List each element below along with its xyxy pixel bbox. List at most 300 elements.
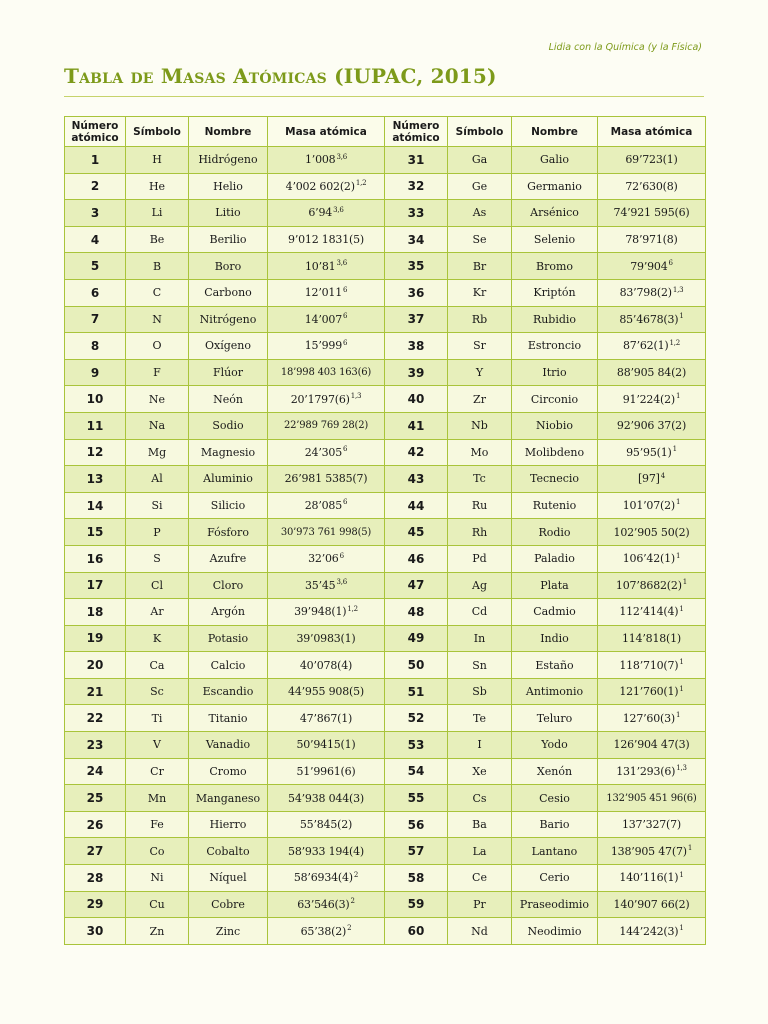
- symbol-cell: Nd: [448, 918, 512, 945]
- mass-footnote: 1: [679, 604, 684, 613]
- mass-value: 35’45: [304, 578, 336, 592]
- element-name-cell: Flúor: [189, 359, 268, 386]
- element-name-cell: Cobalto: [189, 838, 268, 865]
- mass-value: 69’723(1): [625, 153, 678, 167]
- atomic-mass-cell: [598, 306, 706, 333]
- mass-value: 50’9415(1): [296, 738, 356, 752]
- symbol-cell: Cd: [448, 599, 512, 626]
- element-name-cell: Magnesio: [189, 439, 268, 466]
- element-name-cell: Praseodimio: [512, 891, 598, 918]
- atomic-mass-cell: [268, 147, 385, 174]
- mass-footnote: 1,2: [669, 338, 681, 347]
- atomic-mass-cell: [598, 147, 706, 174]
- atomic-number-cell: 17: [65, 572, 126, 599]
- element-name-cell: Teluro: [512, 705, 598, 732]
- atomic-mass-cell: [268, 652, 385, 679]
- element-name-cell: Estaño: [512, 652, 598, 679]
- mass-footnote: 1: [676, 551, 681, 560]
- mass-value: 22’989 769 28(2): [283, 420, 369, 432]
- symbol-cell: Mg: [126, 439, 189, 466]
- mass-value: 24’305: [304, 445, 343, 459]
- table-row: [65, 758, 706, 785]
- atomic-number-cell: 56: [385, 811, 448, 838]
- mass-footnote: 6: [343, 498, 348, 507]
- atomic-number-cell: 5: [65, 253, 126, 280]
- mass-value: 14’007: [304, 312, 343, 326]
- atomic-number-cell: 4: [65, 226, 126, 253]
- symbol-cell: Ge: [448, 173, 512, 200]
- atomic-mass-cell: [598, 758, 706, 785]
- atomic-mass-cell: [268, 599, 385, 626]
- mass-value: 107’8682(2): [615, 578, 682, 592]
- atomic-number-cell: 19: [65, 625, 126, 652]
- mass-footnote: 1: [679, 684, 684, 693]
- table-row: [65, 811, 706, 838]
- mass-value: 28’085: [304, 499, 343, 513]
- mass-value: 88’905 84(2): [616, 366, 687, 380]
- table-row: [65, 918, 706, 945]
- symbol-cell: Co: [126, 838, 189, 865]
- atomic-number-cell: 35: [385, 253, 448, 280]
- atomic-mass-cell: [598, 492, 706, 519]
- symbol-cell: Al: [126, 466, 189, 493]
- table-row: [65, 439, 706, 466]
- element-name-cell: Zinc: [189, 918, 268, 945]
- atomic-mass-cell: [598, 811, 706, 838]
- mass-value: 118’710(7): [619, 658, 679, 672]
- atomic-mass-cell: [598, 386, 706, 413]
- symbol-cell: Na: [126, 412, 189, 439]
- table-row: [65, 226, 706, 253]
- atomic-number-cell: 54: [385, 758, 448, 785]
- symbol-cell: Si: [126, 492, 189, 519]
- mass-value: 140’116(1): [619, 871, 679, 885]
- mass-value: 10’81: [304, 259, 336, 273]
- atomic-mass-cell: [598, 652, 706, 679]
- atomic-number-cell: 31: [385, 147, 448, 174]
- atomic-mass-cell: [268, 173, 385, 200]
- element-name-cell: Estroncio: [512, 333, 598, 360]
- atomic-mass-cell: [268, 200, 385, 227]
- mass-footnote: 1,2: [355, 179, 367, 188]
- symbol-cell: He: [126, 173, 189, 200]
- table-row: [65, 253, 706, 280]
- mass-footnote: 4: [660, 471, 666, 480]
- mass-footnote: 1,3: [672, 285, 684, 294]
- mass-value: 95’95(1): [626, 445, 672, 459]
- atomic-mass-cell: [598, 732, 706, 759]
- mass-footnote: 6: [343, 445, 348, 454]
- header-atomic-number: Número atómico: [65, 117, 126, 147]
- element-name-cell: Rodio: [512, 519, 598, 546]
- header-symbol: Símbolo: [448, 117, 512, 147]
- symbol-cell: Ar: [126, 599, 189, 626]
- mass-footnote: 1,3: [676, 764, 687, 773]
- symbol-cell: Pd: [448, 545, 512, 572]
- symbol-cell: Cu: [126, 891, 189, 918]
- atomic-number-cell: 26: [65, 811, 126, 838]
- symbol-cell: Xe: [448, 758, 512, 785]
- atomic-number-cell: 46: [385, 545, 448, 572]
- symbol-cell: Li: [126, 200, 189, 227]
- mass-value: 144’242(3): [619, 924, 679, 938]
- element-name-cell: Niobio: [512, 412, 598, 439]
- atomic-number-cell: 59: [385, 891, 448, 918]
- element-name-cell: Selenio: [512, 226, 598, 253]
- table-row: [65, 705, 706, 732]
- atomic-number-cell: 47: [385, 572, 448, 599]
- mass-value: 101’07(2): [622, 499, 675, 513]
- mass-value: 131’293(6): [616, 764, 676, 778]
- symbol-cell: Fe: [126, 811, 189, 838]
- table-row: [65, 572, 706, 599]
- symbol-cell: In: [448, 625, 512, 652]
- table-row: [65, 173, 706, 200]
- mass-footnote: 3,6: [336, 578, 348, 587]
- symbol-cell: Kr: [448, 279, 512, 306]
- symbol-cell: Ti: [126, 705, 189, 732]
- atomic-number-cell: 50: [385, 652, 448, 679]
- header-symbol: Símbolo: [126, 117, 189, 147]
- mass-value: 92’906 37(2): [616, 419, 687, 433]
- atomic-mass-cell: [598, 200, 706, 227]
- element-name-cell: Paladio: [512, 545, 598, 572]
- symbol-cell: K: [126, 625, 189, 652]
- header-atomic-mass: Masa atómica: [598, 117, 706, 147]
- mass-footnote: 6: [343, 338, 348, 347]
- atomic-number-cell: 23: [65, 732, 126, 759]
- atomic-mass-cell: [598, 865, 706, 892]
- element-name-cell: Lantano: [512, 838, 598, 865]
- mass-value: 26’981 5385(7): [284, 472, 368, 486]
- atomic-number-cell: 1: [65, 147, 126, 174]
- header-atomic-mass: Masa atómica: [268, 117, 385, 147]
- atomic-mass-cell: [268, 891, 385, 918]
- mass-footnote: 1: [682, 578, 688, 587]
- mass-footnote: 2: [353, 870, 359, 879]
- symbol-cell: Ne: [126, 386, 189, 413]
- symbol-cell: Y: [448, 359, 512, 386]
- mass-value: 78’971(8): [625, 233, 678, 247]
- mass-value: 114’818(1): [621, 631, 682, 645]
- atomic-number-cell: 38: [385, 333, 448, 360]
- mass-value: 6’94: [308, 206, 333, 220]
- symbol-cell: H: [126, 147, 189, 174]
- element-name-cell: Itrio: [512, 359, 598, 386]
- element-name-cell: Germanio: [512, 173, 598, 200]
- symbol-cell: As: [448, 200, 512, 227]
- atomic-mass-cell: [268, 253, 385, 280]
- symbol-cell: La: [448, 838, 512, 865]
- atomic-number-cell: 57: [385, 838, 448, 865]
- table-row: [65, 147, 706, 174]
- table-row: [65, 279, 706, 306]
- atomic-number-cell: 6: [65, 279, 126, 306]
- mass-value: 74’921 595(6): [613, 206, 690, 220]
- symbol-cell: O: [126, 333, 189, 360]
- atomic-number-cell: 49: [385, 625, 448, 652]
- atomic-number-cell: 29: [65, 891, 126, 918]
- mass-footnote: 3,6: [336, 259, 348, 268]
- atomic-mass-cell: [598, 359, 706, 386]
- mass-value: [97]: [637, 472, 660, 486]
- element-name-cell: Hierro: [189, 811, 268, 838]
- symbol-cell: Br: [448, 253, 512, 280]
- mass-footnote: 1,3: [350, 391, 362, 400]
- symbol-cell: F: [126, 359, 189, 386]
- atomic-number-cell: 28: [65, 865, 126, 892]
- mass-value: 72’630(8): [625, 179, 678, 193]
- element-name-cell: Bario: [512, 811, 598, 838]
- mass-footnote: 1,2: [347, 604, 358, 613]
- mass-value: 132’905 451 96(6): [606, 792, 697, 804]
- symbol-cell: Ca: [126, 652, 189, 679]
- atomic-number-cell: 7: [65, 306, 126, 333]
- atomic-number-cell: 30: [65, 918, 126, 945]
- element-name-cell: Nitrógeno: [189, 306, 268, 333]
- atomic-mass-cell: [598, 519, 706, 546]
- table-row: [65, 519, 706, 546]
- mass-value: 83’798(2): [619, 286, 672, 300]
- mass-footnote: 1: [676, 391, 681, 400]
- element-name-cell: Azufre: [189, 545, 268, 572]
- atomic-number-cell: 41: [385, 412, 448, 439]
- mass-footnote: 6: [343, 312, 348, 321]
- element-name-cell: Aluminio: [189, 466, 268, 493]
- element-name-cell: Cerio: [512, 865, 598, 892]
- mass-value: 44’955 908(5): [288, 685, 364, 699]
- element-name-cell: Cloro: [189, 572, 268, 599]
- atomic-mass-cell: [598, 333, 706, 360]
- atomic-mass-cell: [598, 705, 706, 732]
- atomic-mass-cell: [598, 678, 706, 705]
- mass-value: 20’1797(6): [290, 392, 350, 406]
- mass-value: 12’011: [304, 286, 343, 300]
- table-row: [65, 200, 706, 227]
- table-body: [65, 147, 706, 945]
- symbol-cell: Sn: [448, 652, 512, 679]
- atomic-mass-cell: [598, 173, 706, 200]
- atomic-number-cell: 53: [385, 732, 448, 759]
- element-name-cell: Manganeso: [189, 785, 268, 812]
- element-name-cell: Kriptón: [512, 279, 598, 306]
- atomic-number-cell: 36: [385, 279, 448, 306]
- mass-footnote: 3,6: [336, 152, 348, 161]
- header-atomic-number: Número atómico: [385, 117, 448, 147]
- mass-value: 54’938 044(3): [288, 791, 364, 805]
- header-name: Nombre: [512, 117, 598, 147]
- atomic-mass-cell: [268, 918, 385, 945]
- mass-value: 121’760(1): [619, 685, 679, 699]
- mass-footnote: 6: [668, 259, 673, 268]
- mass-footnote: 3,6: [333, 205, 344, 214]
- mass-value: 91’224(2): [622, 392, 675, 406]
- element-name-cell: Bromo: [512, 253, 598, 280]
- mass-footnote: 2: [347, 923, 352, 932]
- element-name-cell: Potasio: [189, 625, 268, 652]
- atomic-number-cell: 9: [65, 359, 126, 386]
- symbol-cell: Ce: [448, 865, 512, 892]
- element-name-cell: Calcio: [189, 652, 268, 679]
- atomic-number-cell: 52: [385, 705, 448, 732]
- atomic-mass-cell: [268, 732, 385, 759]
- element-name-cell: Argón: [189, 599, 268, 626]
- table-row: [65, 838, 706, 865]
- element-name-cell: Rutenio: [512, 492, 598, 519]
- symbol-cell: Rh: [448, 519, 512, 546]
- atomic-mass-cell: [598, 918, 706, 945]
- element-name-cell: Arsénico: [512, 200, 598, 227]
- mass-value: 15’999: [304, 339, 343, 353]
- table-row: [65, 678, 706, 705]
- header-credit: Lidia con la Química (y la Física): [548, 42, 702, 53]
- atomic-number-cell: 45: [385, 519, 448, 546]
- element-name-cell: Indio: [512, 625, 598, 652]
- element-name-cell: Cobre: [189, 891, 268, 918]
- mass-footnote: 1: [687, 844, 693, 853]
- table-row: [65, 599, 706, 626]
- symbol-cell: Mo: [448, 439, 512, 466]
- atomic-number-cell: 3: [65, 200, 126, 227]
- atomic-number-cell: 27: [65, 838, 126, 865]
- element-name-cell: Silicio: [189, 492, 268, 519]
- element-name-cell: Tecnecio: [512, 466, 598, 493]
- mass-value: 63’546(3): [297, 897, 350, 911]
- element-name-cell: Galio: [512, 147, 598, 174]
- element-name-cell: Neodimio: [512, 918, 598, 945]
- atomic-number-cell: 25: [65, 785, 126, 812]
- table-row: [65, 652, 706, 679]
- element-name-cell: Antimonio: [512, 678, 598, 705]
- atomic-number-cell: 13: [65, 466, 126, 493]
- mass-value: 30’973 761 998(5): [280, 526, 372, 538]
- table-row: [65, 386, 706, 413]
- symbol-cell: Zn: [126, 918, 189, 945]
- mass-value: 55’845(2): [299, 818, 353, 832]
- atomic-mass-cell: [268, 838, 385, 865]
- element-name-cell: Molibdeno: [512, 439, 598, 466]
- mass-footnote: 1: [679, 312, 684, 321]
- mass-value: 4’002 602(2): [285, 179, 355, 193]
- mass-footnote: 1: [679, 657, 684, 666]
- atomic-mass-cell: [598, 439, 706, 466]
- mass-value: 18’998 403 163(6): [280, 367, 372, 379]
- table-row: [65, 545, 706, 572]
- title-divider: [64, 96, 704, 97]
- mass-value: 39’948(1): [294, 605, 347, 619]
- atomic-number-cell: 43: [385, 466, 448, 493]
- symbol-cell: Mn: [126, 785, 189, 812]
- element-name-cell: Neón: [189, 386, 268, 413]
- mass-value: 102’905 50(2): [613, 525, 690, 539]
- mass-value: 140’907 66(2): [613, 897, 690, 911]
- atomic-mass-cell: [598, 625, 706, 652]
- table-row: [65, 785, 706, 812]
- atomic-mass-cell: [268, 705, 385, 732]
- mass-footnote: 2: [350, 897, 355, 906]
- mass-footnote: 1: [679, 923, 684, 932]
- element-name-cell: Cesio: [512, 785, 598, 812]
- atomic-mass-cell: [268, 333, 385, 360]
- atomic-number-cell: 44: [385, 492, 448, 519]
- mass-value: 58’6934(4): [293, 871, 353, 885]
- atomic-mass-cell: [268, 545, 385, 572]
- atomic-mass-cell: [268, 519, 385, 546]
- element-name-cell: Cadmio: [512, 599, 598, 626]
- mass-value: 1’008: [304, 153, 336, 167]
- symbol-cell: Sb: [448, 678, 512, 705]
- symbol-cell: Se: [448, 226, 512, 253]
- symbol-cell: Be: [126, 226, 189, 253]
- table-row: [65, 359, 706, 386]
- page-title: Tabla de Masas Atómicas (IUPAC, 2015): [64, 64, 497, 88]
- atomic-mass-cell: [268, 572, 385, 599]
- atomic-mass-cell: [268, 412, 385, 439]
- element-name-cell: Sodio: [189, 412, 268, 439]
- atomic-mass-cell: [598, 545, 706, 572]
- symbol-cell: Tc: [448, 466, 512, 493]
- atomic-number-cell: 33: [385, 200, 448, 227]
- symbol-cell: N: [126, 306, 189, 333]
- mass-value: 126’904 47(3): [613, 738, 690, 752]
- element-name-cell: Litio: [189, 200, 268, 227]
- table-row: [65, 732, 706, 759]
- symbol-cell: Zr: [448, 386, 512, 413]
- atomic-number-cell: 34: [385, 226, 448, 253]
- atomic-mass-cell: [598, 279, 706, 306]
- atomic-number-cell: 11: [65, 412, 126, 439]
- mass-value: 51’9961(6): [296, 764, 356, 778]
- atomic-mass-cell: [598, 838, 706, 865]
- atomic-number-cell: 24: [65, 758, 126, 785]
- mass-value: 39’0983(1): [296, 631, 356, 645]
- mass-value: 47’867(1): [299, 711, 353, 725]
- atomic-number-cell: 18: [65, 599, 126, 626]
- element-name-cell: Níquel: [189, 865, 268, 892]
- mass-value: 87’62(1): [622, 339, 669, 353]
- mass-footnote: 1: [676, 498, 681, 507]
- mass-value: 9’012 1831(5): [288, 233, 364, 247]
- table-row: [65, 891, 706, 918]
- atomic-number-cell: 40: [385, 386, 448, 413]
- atomic-number-cell: 42: [385, 439, 448, 466]
- atomic-mass-cell: [268, 865, 385, 892]
- element-name-cell: Titanio: [189, 705, 268, 732]
- atomic-mass-cell: [268, 811, 385, 838]
- table-row: [65, 625, 706, 652]
- element-name-cell: Helio: [189, 173, 268, 200]
- symbol-cell: S: [126, 545, 189, 572]
- atomic-mass-cell: [598, 891, 706, 918]
- atomic-mass-cell: [268, 466, 385, 493]
- element-name-cell: Carbono: [189, 279, 268, 306]
- mass-value: 127’60(3): [622, 711, 675, 725]
- table-header-row: [65, 117, 706, 147]
- atomic-number-cell: 37: [385, 306, 448, 333]
- mass-value: 58’933 194(4): [288, 844, 364, 858]
- atomic-mass-cell: [268, 439, 385, 466]
- element-name-cell: Circonio: [512, 386, 598, 413]
- atomic-mass-cell: [268, 678, 385, 705]
- atomic-number-cell: 32: [385, 173, 448, 200]
- atomic-number-cell: 48: [385, 599, 448, 626]
- mass-value: 106’42(1): [622, 552, 675, 566]
- symbol-cell: Ru: [448, 492, 512, 519]
- symbol-cell: Ga: [448, 147, 512, 174]
- element-name-cell: Vanadio: [189, 732, 268, 759]
- table-row: [65, 492, 706, 519]
- atomic-number-cell: 15: [65, 519, 126, 546]
